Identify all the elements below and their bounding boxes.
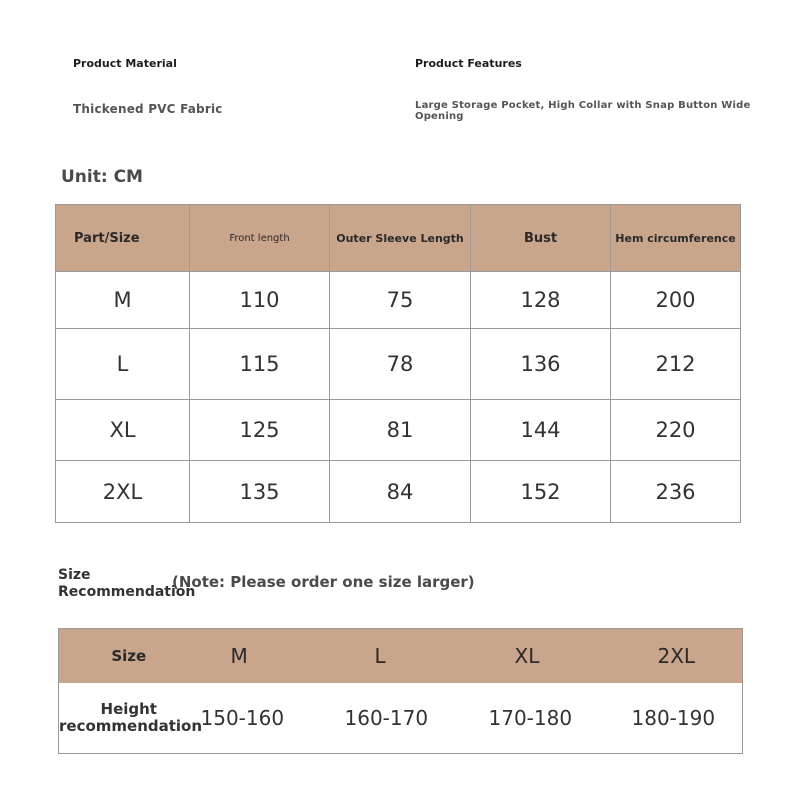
height-row-label-line2: recommendation — [59, 717, 203, 735]
bust-cell: 128 — [471, 272, 611, 329]
front-length-cell: 115 — [190, 329, 330, 400]
front-length-cell: 125 — [190, 400, 330, 461]
size-cell: M — [56, 272, 190, 329]
size-cell: XL — [56, 400, 190, 461]
rec-size-cell: M — [199, 629, 341, 684]
size-table-header-row — [56, 205, 741, 272]
product-features-label: Product Features — [415, 57, 522, 70]
size-recommendation-title-line2: Recommendation — [58, 584, 196, 600]
header-bust: Bust — [471, 205, 611, 272]
recommendation-height-row — [59, 683, 743, 754]
recommendation-size-row — [59, 629, 743, 684]
bust-cell: 152 — [471, 461, 611, 523]
sleeve-length-cell: 84 — [330, 461, 471, 523]
sleeve-length-cell: 75 — [330, 272, 471, 329]
product-material-value: Thickened PVC Fabric — [73, 102, 223, 116]
header-front-length: Front length — [190, 205, 330, 272]
height-row-label — [59, 683, 203, 754]
size-chart-table — [55, 204, 741, 523]
product-features-value: Large Storage Pocket, High Collar with Snap Button Wide Opening — [415, 100, 751, 122]
size-recommendation-title-line1: Size — [58, 567, 91, 583]
table-row — [56, 272, 741, 329]
header-outer-sleeve-length: Outer Sleeve Length — [330, 205, 471, 272]
bust-cell: 144 — [471, 400, 611, 461]
hem-cell: 236 — [611, 461, 741, 523]
rec-size-cell: XL — [485, 629, 628, 684]
front-length-cell: 135 — [190, 461, 330, 523]
front-length-cell: 110 — [190, 272, 330, 329]
rec-height-cell: 160-170 — [344, 706, 429, 730]
size-cell: L — [56, 329, 190, 400]
rec-size-cell: 2XL — [628, 629, 743, 684]
hem-cell: 220 — [611, 400, 741, 461]
unit-label: Unit: CM — [61, 167, 143, 187]
sleeve-length-cell: 78 — [330, 329, 471, 400]
hem-cell: 200 — [611, 272, 741, 329]
rec-height-cell: 170-180 — [488, 706, 573, 730]
size-cell: 2XL — [56, 461, 190, 523]
table-row — [56, 329, 741, 400]
header-hem-circumference: Hem circumference — [611, 205, 741, 272]
product-material-label: Product Material — [73, 57, 177, 70]
table-row — [56, 400, 741, 461]
rec-height-cell: 180-190 — [631, 706, 716, 730]
bust-cell: 136 — [471, 329, 611, 400]
size-recommendation-note: (Note: Please order one size larger) — [172, 573, 475, 591]
height-row-label-line1: Height — [100, 700, 157, 718]
size-row-label: Size — [59, 629, 199, 684]
sleeve-length-cell: 81 — [330, 400, 471, 461]
size-recommendation-table — [58, 628, 743, 754]
hem-cell: 212 — [611, 329, 741, 400]
header-part-size: Part/Size — [56, 205, 190, 272]
table-row — [56, 461, 741, 523]
rec-size-cell: L — [341, 629, 485, 684]
rec-height-cell: 150-160 — [200, 706, 285, 730]
